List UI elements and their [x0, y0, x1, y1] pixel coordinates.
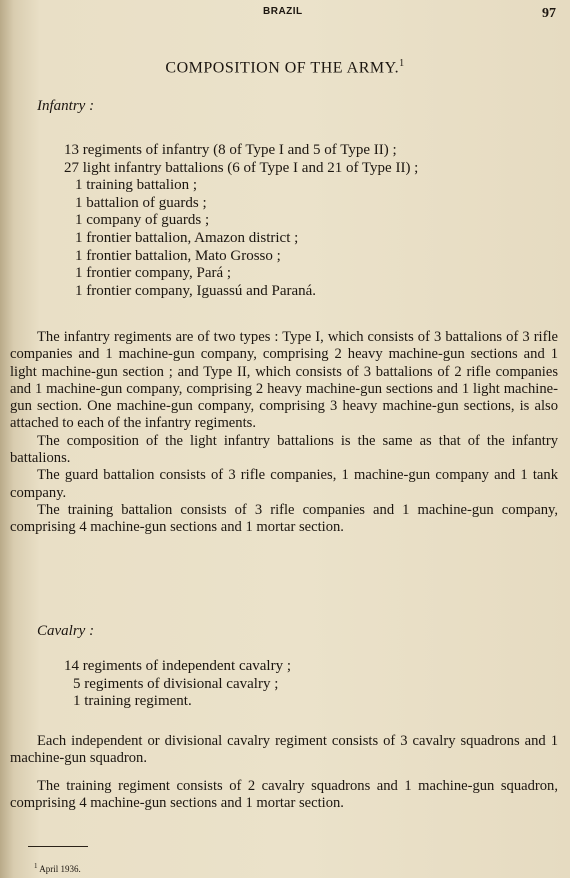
cavalry-paragraph-2	[10, 778, 558, 813]
running-head	[0, 6, 570, 24]
footnote	[34, 862, 81, 874]
list-item: 1 frontier company, Pará ;	[75, 265, 232, 282]
infantry-paragraphs	[10, 329, 558, 537]
list-item: 14 regiments of independent cavalry ;	[64, 658, 292, 674]
footnote-divider	[28, 846, 88, 847]
heading-footnote-mark: 1	[399, 58, 405, 69]
paragraph: The guard battalion consists of 3 rifle companies, 1 machine-gun company and 1 tank company.	[10, 467, 558, 501]
list-item: 27 light infantry battalions (6 of Type I and 21 of Type II) ;	[64, 159, 419, 176]
paragraph: The composition of the light infantry battalions is the same as that of the infantry battalions.	[10, 432, 558, 467]
paragraph: The training regiment consists of 2 cavalry squadrons and 1 machine-gun squadron, comprising 4 machine-gun sections and 1 mortar section.	[10, 778, 558, 812]
footnote-text: April 1936.	[39, 864, 81, 874]
cavalry-unit-list	[64, 658, 291, 711]
list-item: 1 battalion of guards ;	[75, 194, 207, 211]
list-item: 5 regiments of divisional cavalry ;	[73, 675, 279, 692]
list-item: 1 frontier company, Iguassú and Paraná.	[75, 282, 317, 299]
page-number: 97	[542, 6, 556, 21]
cavalry-section-title: Cavalry :	[37, 623, 95, 639]
heading-text: COMPOSITION OF THE ARMY.	[165, 59, 400, 77]
infantry-section-title: Infantry :	[37, 98, 95, 114]
list-item: 1 frontier battalion, Mato Grosso ;	[75, 247, 281, 264]
cavalry-paragraph-1	[10, 733, 558, 768]
list-item: 13 regiments of infantry (8 of Type I and 5 of Type II) ;	[64, 142, 397, 158]
list-item: 1 company of guards ;	[75, 212, 210, 229]
list-item: 1 frontier battalion, Amazon district ;	[75, 229, 299, 246]
paragraph: Each independent or divisional cavalry regiment consists of 3 cavalry squadrons and 1 machine-gun squadron.	[10, 733, 558, 767]
paragraph: The infantry regiments are of two types : Type I, which consists of 3 battalions of 3 rifle companies and 1 machine-gun company, comprising 2 heavy machine-gun sections and 1 light machine-gun section ; and Type II, which consists of 3 battalions of 2 rifle companies and 1 machine-gun company, comprising 2 heavy machine-gun sections and 1 light machine-gun section. One machine-gun company, comprising 3 heavy machine-gun sections, is also attached to each of the infantry regiments.	[10, 329, 558, 432]
footnote-mark: 1	[34, 862, 38, 870]
page-heading	[0, 58, 570, 77]
running-title: BRAZIL	[263, 6, 303, 17]
infantry-unit-list	[64, 142, 418, 300]
list-item: 1 training regiment.	[73, 693, 192, 710]
paragraph: The training battalion consists of 3 rifle companies and 1 machine-gun company, comprising 4 machine-gun sections and 1 mortar section.	[10, 501, 558, 536]
list-item: 1 training battalion ;	[75, 177, 198, 194]
